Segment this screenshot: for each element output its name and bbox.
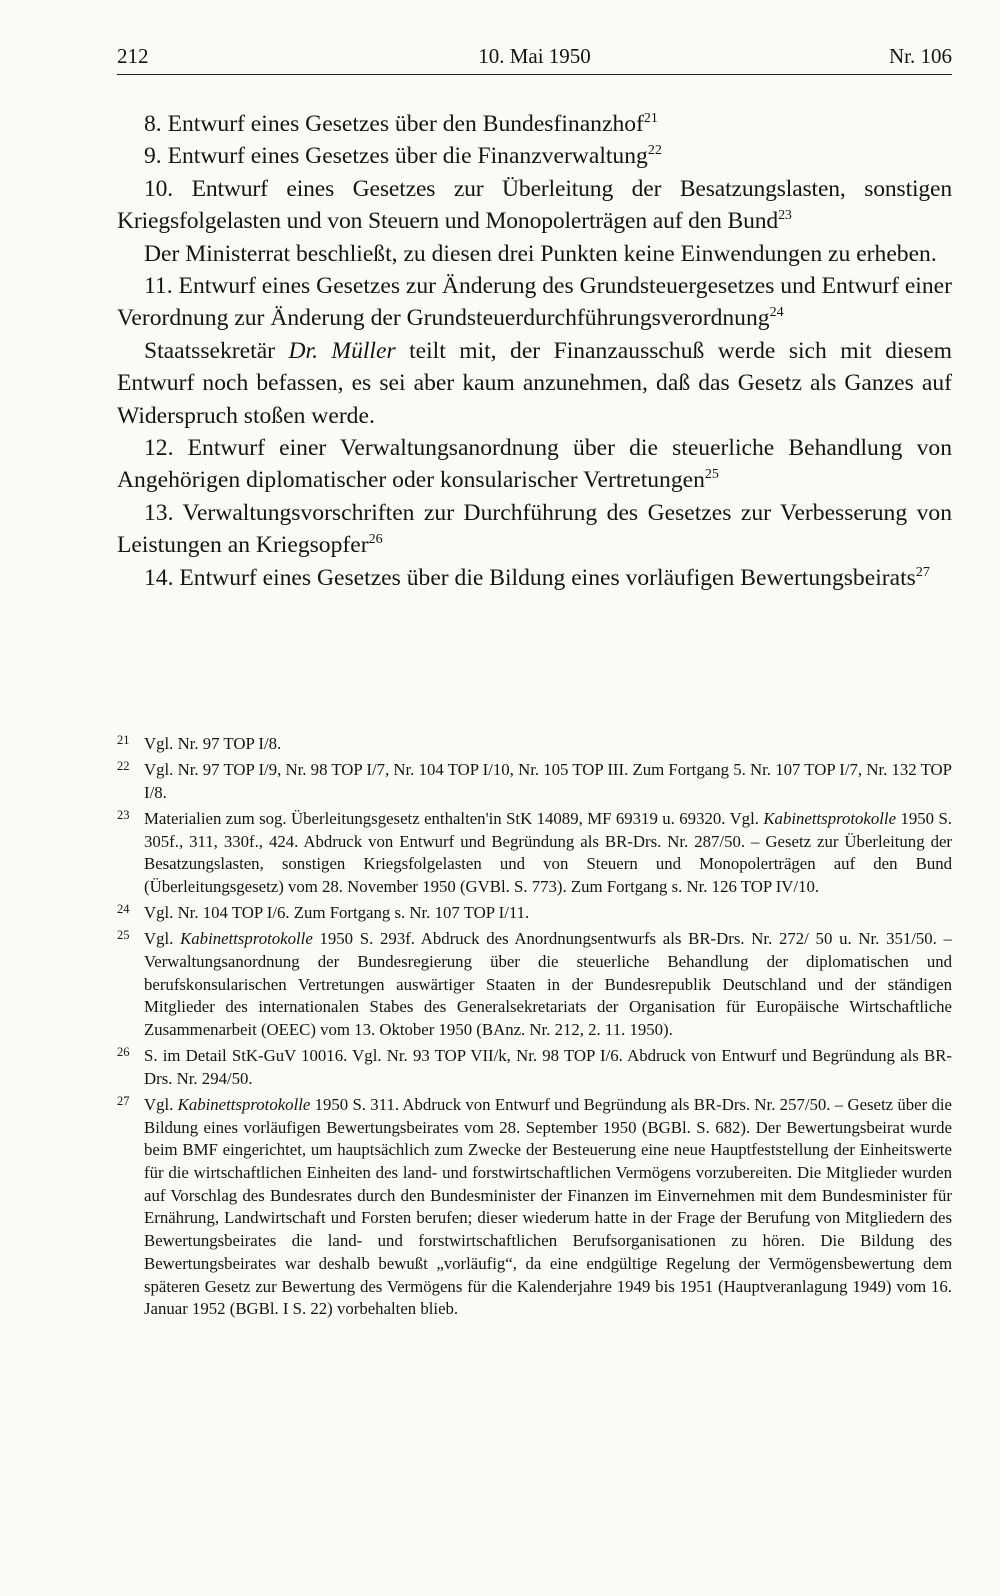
footnote-ref: 23 bbox=[778, 208, 792, 224]
paragraph-item-14: 14. Entwurf eines Gesetzes über die Bildung eines vorläufigen Bewertungsbeirats$^{27}$ bbox=[144, 564, 930, 591]
footnote-number: 23 bbox=[117, 807, 130, 822]
paragraph-item-11: 11. Entwurf eines Gesetzes zur Änderung des Grundsteuergesetzes und Entwurf einer Verordnung zur Änderung der Grundsteuerdurchführungsverordnung$^{24}$ bbox=[117, 273, 952, 332]
footnote-21: 21 Vgl. Nr. 97 TOP I/8. bbox=[117, 733, 952, 756]
paragraph-item-9: 9. Entwurf eines Gesetzes über die Finanzverwaltung$^{22}$ bbox=[144, 143, 662, 170]
footnote-ref: 24 bbox=[769, 305, 784, 321]
publication-title: Kabinettsprotokolle bbox=[763, 808, 897, 828]
paragraph-decision: Der Ministerrat beschließt, zu diesen drei Punkten keine Einwendungen zu erheben. bbox=[144, 240, 937, 267]
footnote-24: 24 Vgl. Nr. 104 TOP I/6. Zum Fortgang s. Nr. 107 TOP I/11. bbox=[117, 902, 952, 925]
footnote-23: 23 Materialien zum sog. Überleitungsgesetz enthalten'in StK 14089, MF 69319 u. 69320. Vgl. Kabinettsprotokolle 1950 S. 305f., 311, 330f., 424. Abdruck von Entwurf und Begründung als BR-Drs. Nr. 287/50. – Gesetz zur Überleitung der Besatzungslasten, sonstigen Kriegsfolgelasten und von Steuern und Monopolerträgen auf den Bund (Überleitungsgesetz) vom 28. November 1950 (GVBl. S. 773). Zum Fortgang s. Nr. 126 TOP IV/10. bbox=[117, 808, 952, 899]
main-text bbox=[117, 108, 952, 594]
footnote-27: 27 Vgl. Kabinettsprotokolle 1950 S. 311. Abdruck von Entwurf und Begründung als BR-Drs. Nr. 257/50. – Gesetz über die Bildung eines vorläufigen Bewertungsbeirates vom 28. September 1950 (BGBl. S. 682). Der Bewertungsbeirat wurde beim BMF eingerichtet, um hauptsächlich zum Zwecke der Besteuerung eine neue Hauptfeststellung der Einheitswerte für die wirtschaftlichen Einheiten des land- und forstwirtschaftlichen Vermögens vorzubereiten. Die Mitglieder wurden auf Vorschlag des Bundesrates durch den Bundesminister der Finanzen im Einvernehmen mit dem Bundesminister für Ernährung, Landwirtschaft und Forsten berufen; dieser wiederum hatte in der Frage der Berufung von Mitgliedern des Bewertungsbeirates die land- und forstwirtschaftlichen Berufsorganisationen zu hören. Die Bildung des Bewertungsbeirates war deshalb bewußt „vorläufig“, da eine endgültige Regelung der Vermögensbewertung dem späteren Gesetz zur Bewertung des Vermögens für die Kalenderjahre 1949 bis 1951 (Hauptveranlagung 1949) vom 16. Januar 1952 (BGBl. I S. 22) vorbehalten blieb. bbox=[117, 1094, 952, 1321]
footnote-26: 26 S. im Detail StK-GuV 10016. Vgl. Nr. 93 TOP VII/k, Nr. 98 TOP I/6. Abdruck von Entwurf und Begründung als BR-Drs. Nr. 294/50. bbox=[117, 1045, 952, 1090]
page-number: 212 bbox=[117, 44, 149, 68]
paragraph-item-8: 8. Entwurf eines Gesetzes über den Bundesfinanzhof$^{21}$ bbox=[144, 111, 658, 137]
footnote-number: 21 bbox=[117, 733, 130, 747]
running-header bbox=[117, 44, 952, 75]
footnote-number: 27 bbox=[117, 1093, 130, 1108]
footnote-ref: 25 bbox=[704, 467, 719, 483]
footnote-25: 25 Vgl. Kabinettsprotokolle 1950 S. 293f. Abdruck des Anordnungsentwurfs als BR-Drs. Nr. 272/ 50 u. Nr. 351/50. – Verwaltungsanordnung der Bundesregierung über die steuerliche Behandlung der diplomatischen und berufskonsularischen Vertretungen auswärtiger Staaten in der Bundesrepublik Deutschland und der ständigen Mitglieder des internationalen Stabes des Generalsekretariats der Organisation für Europäische Wirtschaftliche Zusammenarbeit (OEEC) vom 13. Oktober 1950 (BAnz. Nr. 212, 2. 11. 1950). bbox=[117, 928, 952, 1042]
paragraph-item-12: 12. Entwurf einer Verwaltungsanordnung über die steuerliche Behandlung von Angehörigen diplomatischer oder konsularischer Vertretungen$^{25}$ bbox=[117, 435, 952, 494]
publication-title: Kabinettsprotokolle bbox=[180, 929, 313, 949]
paragraph-item-10: 10. Entwurf eines Gesetzes zur Überleitung der Besatzungslasten, sonstigen Kriegsfolgelasten und von Steuern und Monopolerträgen auf den Bund$^{23}$ bbox=[117, 175, 952, 235]
document-number: Nr. 106 bbox=[889, 44, 952, 68]
paragraph-item-13: 13. Verwaltungsvorschriften zur Durchführung des Gesetzes zur Verbesserung von Leistungen an Kriegsopfer$^{26}$ bbox=[117, 499, 952, 559]
paragraph-statement: Staatssekretär Dr. Müller teilt mit, der Finanzausschuß werde sich mit diesem Entwurf noch befassen, es sei aber kaum anzunehmen, daß das Gesetz als Ganzes auf Widerspruch stoßen werde. bbox=[117, 337, 953, 429]
speaker-name: Dr. Müller bbox=[288, 337, 396, 364]
footnote-22: 22 Vgl. Nr. 97 TOP I/9, Nr. 98 TOP I/7, Nr. 104 TOP I/10, Nr. 105 TOP III. Zum Fortgang 5. Nr. 107 TOP I/7, Nr. 132 TOP I/8. bbox=[117, 759, 952, 804]
publication-title: Kabinettsprotokolle bbox=[177, 1094, 311, 1114]
footnote-ref: 22 bbox=[647, 143, 662, 159]
footnote-number: 22 bbox=[117, 759, 130, 774]
footnote-number: 24 bbox=[117, 902, 130, 917]
footnote-number: 26 bbox=[117, 1045, 130, 1060]
header-date: 10. Mai 1950 bbox=[478, 44, 591, 68]
footnotes-section bbox=[117, 733, 952, 1324]
footnote-ref: 21 bbox=[643, 111, 658, 126]
footnote-ref: 26 bbox=[368, 532, 383, 548]
footnote-number: 25 bbox=[117, 928, 130, 943]
footnote-ref: 27 bbox=[915, 564, 930, 580]
